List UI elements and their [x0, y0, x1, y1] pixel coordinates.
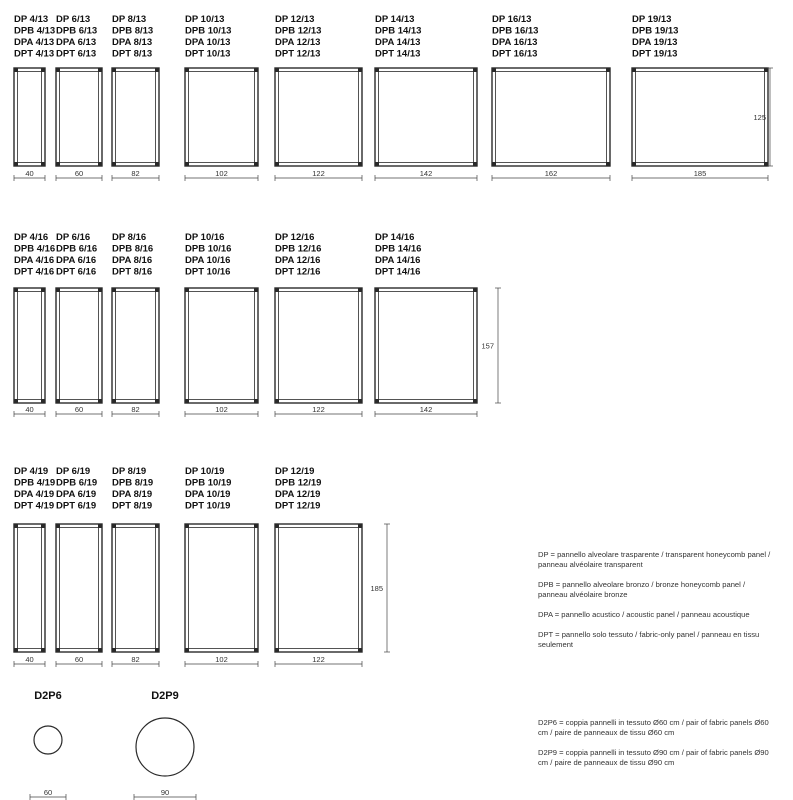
panel-corner-joint	[56, 524, 60, 528]
panel-item	[112, 14, 159, 181]
panel-code-label: DPA 12/19	[275, 489, 321, 500]
panel-corner-joint	[155, 648, 159, 652]
legend-dpt: DPT = pannello solo tessuto / fabric-only panel / panneau en tissu seulement	[538, 630, 760, 649]
panel-corner-joint	[358, 68, 362, 72]
panel-code-label: DP 16/13	[492, 14, 532, 25]
panel-code-label: DPT 4/16	[14, 266, 55, 278]
panel-corner-joint	[41, 648, 45, 652]
panel-frame-inner	[60, 528, 99, 649]
panel-code-label: DPB 12/19	[275, 477, 322, 489]
round-panel-code: D2P9	[151, 690, 179, 702]
panel-frame-inner	[116, 72, 156, 163]
panel-code-label: DP 10/13	[185, 14, 225, 25]
width-dimension-label: 82	[131, 169, 140, 178]
panel-item	[492, 14, 610, 181]
panel-code-label: DPA 12/16	[275, 255, 321, 266]
panel-corner-joint	[275, 162, 279, 166]
panel-frame-inner	[279, 528, 359, 649]
panel-item	[14, 232, 55, 417]
legend-d2p6: D2P6 = coppia pannelli in tessuto Ø60 cm / pair of fabric panels Ø60 cm / paire de panneaux de tissu Ø60 cm	[538, 718, 769, 737]
legend-round-panels	[538, 718, 776, 778]
panel-code-label: DP 6/13	[56, 14, 91, 25]
panel-code-label: DPA 10/13	[185, 37, 231, 48]
panel-item	[14, 466, 55, 667]
panel-frame-inner	[496, 72, 607, 163]
panel-code-label: DPB 14/13	[375, 25, 422, 37]
width-dimension-label: 40	[25, 169, 34, 178]
panel-frame-inner	[279, 72, 359, 163]
panel-corner-joint	[275, 288, 279, 292]
panel-corner-joint	[98, 399, 102, 403]
panel-corner-joint	[155, 399, 159, 403]
panel-corner-joint	[254, 648, 258, 652]
panel-frame-inner	[60, 292, 99, 400]
panel-code-label: DPA 8/13	[112, 37, 153, 48]
panel-frame-outer	[375, 288, 477, 403]
width-dimension-label: 142	[419, 405, 433, 414]
panel-corner-joint	[185, 524, 189, 528]
panel-corner-joint	[275, 68, 279, 72]
width-dimension-label: 60	[74, 655, 84, 664]
panel-corner-joint	[185, 648, 189, 652]
panel-corner-joint	[98, 524, 102, 528]
panel-code-label: DPB 14/16	[375, 243, 422, 255]
panel-code-label: DPT 12/16	[275, 266, 321, 278]
panel-code-label: DPB 12/16	[275, 243, 322, 255]
width-dimension-label: 40	[25, 405, 34, 414]
panel-frame-outer	[275, 524, 362, 652]
panel-frame-outer	[56, 524, 102, 652]
panel-item	[14, 14, 55, 181]
panel-corner-joint	[764, 162, 768, 166]
panel-frame-inner	[379, 292, 474, 400]
width-dimension-label: 60	[74, 405, 84, 414]
round-panel-outline	[34, 726, 62, 754]
panel-frame-inner	[189, 292, 255, 400]
panel-code-label: DPB 6/16	[56, 243, 98, 255]
panel-corner-joint	[14, 68, 18, 72]
panel-frame-inner	[116, 292, 156, 400]
panel-row	[14, 466, 390, 667]
width-dimension-label: 82	[131, 405, 140, 414]
panel-code-label: DP 8/19	[112, 466, 147, 477]
panel-code-label: DPT 4/19	[14, 500, 55, 512]
panel-corner-joint	[56, 68, 60, 72]
panel-corner-joint	[254, 399, 258, 403]
panel-code-label: DP 4/16	[14, 232, 49, 243]
panel-corner-joint	[155, 162, 159, 166]
height-dimension-label: 125	[753, 113, 766, 122]
panel-code-label: DP 19/13	[632, 14, 672, 25]
panel-item	[112, 232, 159, 417]
panel-code-label: DPT 4/13	[14, 48, 55, 60]
panel-code-label: DPT 6/13	[56, 48, 97, 60]
panel-code-label: DPA 14/16	[375, 255, 421, 266]
panel-frame-outer	[275, 68, 362, 166]
panel-corner-joint	[98, 162, 102, 166]
panel-corner-joint	[254, 524, 258, 528]
panel-code-label: DPB 8/13	[112, 25, 154, 37]
panel-corner-joint	[56, 399, 60, 403]
height-dimension-label: 157	[481, 341, 494, 351]
panel-code-label: DP 14/16	[375, 232, 415, 243]
panel-code-label: DPT 10/16	[185, 266, 231, 278]
panel-code-label: DPB 19/13	[632, 25, 679, 37]
panel-code-label: DPA 10/16	[185, 255, 231, 266]
panel-corner-joint	[98, 68, 102, 72]
panel-frame-outer	[185, 68, 258, 166]
panel-code-label: DPT 6/16	[56, 266, 97, 278]
panel-code-label: DP 14/13	[375, 14, 415, 25]
panel-code-label: DPA 14/13	[375, 37, 421, 48]
panel-corner-joint	[41, 288, 45, 292]
panel-code-label: DPA 8/16	[112, 255, 153, 266]
width-dimension-label: 82	[131, 655, 140, 664]
panel-frame-outer	[375, 68, 477, 166]
width-dimension-label: 185	[693, 169, 707, 178]
panel-corner-joint	[358, 524, 362, 528]
panel-code-label: DP 8/13	[112, 14, 147, 25]
panel-frame-outer	[56, 288, 102, 403]
panel-frame-outer	[275, 288, 362, 403]
legend-d2p9: D2P9 = coppia pannelli in tessuto Ø90 cm / pair of fabric panels Ø90 cm / paire de panneaux de tissu Ø90 cm	[538, 748, 769, 767]
panel-corner-joint	[492, 162, 496, 166]
round-panel-outline	[136, 718, 194, 776]
panel-corner-joint	[112, 648, 116, 652]
width-dimension-label: 162	[544, 169, 558, 178]
width-dimension-label: 102	[215, 405, 228, 414]
panel-item	[275, 232, 362, 417]
panel-code-label: DPB 4/16	[14, 243, 56, 255]
panel-corner-joint	[112, 162, 116, 166]
panel-corner-joint	[473, 162, 477, 166]
panel-code-label: DPB 10/13	[185, 25, 232, 37]
panel-corner-joint	[375, 68, 379, 72]
panel-item	[56, 466, 102, 667]
panel-item	[375, 232, 477, 417]
panel-corner-joint	[112, 288, 116, 292]
panel-code-label: DP 8/16	[112, 232, 147, 243]
panel-corner-joint	[185, 162, 189, 166]
panel-code-label: DPT 10/19	[185, 500, 231, 512]
panel-corner-joint	[254, 162, 258, 166]
legend-panels	[538, 550, 776, 660]
panel-item	[632, 14, 768, 181]
panel-code-label: DPB 8/16	[112, 243, 154, 255]
panel-corner-joint	[254, 68, 258, 72]
panel-corner-joint	[98, 648, 102, 652]
legend-dpa: DPA = pannello acustico / acoustic panel / panneau acoustique	[538, 610, 750, 619]
panel-frame-outer	[14, 524, 45, 652]
panel-frame-outer	[492, 68, 610, 166]
panel-corner-joint	[155, 524, 159, 528]
panel-corner-joint	[14, 524, 18, 528]
panel-code-label: DPT 8/13	[112, 48, 153, 60]
width-dimension-label: 142	[419, 169, 433, 178]
panel-item	[185, 232, 258, 417]
panel-code-label: DPT 8/16	[112, 266, 153, 278]
panel-item	[185, 466, 258, 667]
round-panel-code: D2P6	[34, 690, 62, 702]
panel-code-label: DP 6/19	[56, 466, 91, 477]
panel-row	[14, 14, 773, 181]
width-dimension-label: 122	[312, 169, 325, 178]
panel-frame-inner	[279, 292, 359, 400]
panel-frame-outer	[185, 524, 258, 652]
panel-frame-outer	[56, 68, 102, 166]
panel-code-label: DPT 14/16	[375, 266, 421, 278]
panel-code-label: DPB 6/19	[56, 477, 98, 489]
panel-row	[14, 232, 501, 417]
panel-corner-joint	[56, 648, 60, 652]
panel-corner-joint	[41, 162, 45, 166]
panel-frame-outer	[112, 524, 159, 652]
width-dimension-label: 40	[25, 655, 34, 664]
panel-code-label: DPB 8/19	[112, 477, 154, 489]
panel-corner-joint	[358, 162, 362, 166]
panel-frame-inner	[18, 528, 42, 649]
panel-code-label: DPT 8/19	[112, 500, 153, 512]
panel-frame-inner	[189, 72, 255, 163]
panel-corner-joint	[14, 648, 18, 652]
round-panel-item	[30, 690, 66, 800]
panel-code-label: DPA 6/16	[56, 255, 97, 266]
panel-item	[375, 14, 477, 181]
panel-code-label: DPA 16/13	[492, 37, 538, 48]
panel-code-label: DPA 6/13	[56, 37, 97, 48]
panel-corner-joint	[155, 68, 159, 72]
panel-corner-joint	[375, 162, 379, 166]
panel-corner-joint	[112, 68, 116, 72]
height-dimension	[753, 68, 773, 166]
panel-code-label: DP 6/16	[56, 232, 91, 243]
round-panel-item	[134, 690, 196, 800]
panel-code-label: DPT 12/19	[275, 500, 321, 512]
panel-frame-inner	[116, 528, 156, 649]
panel-corner-joint	[14, 288, 18, 292]
panel-corner-joint	[112, 524, 116, 528]
panel-corner-joint	[254, 288, 258, 292]
panel-corner-joint	[473, 399, 477, 403]
panel-code-label: DPB 4/19	[14, 477, 56, 489]
panel-code-label: DPT 12/13	[275, 48, 321, 60]
panel-code-label: DPB 12/13	[275, 25, 322, 37]
panel-corner-joint	[632, 68, 636, 72]
height-dimension-label: 185	[370, 584, 383, 593]
panel-item	[275, 466, 362, 667]
panel-corner-joint	[492, 68, 496, 72]
panel-code-label: DPA 10/19	[185, 489, 231, 500]
panel-code-label: DP 12/13	[275, 14, 315, 25]
panel-corner-joint	[112, 399, 116, 403]
width-dimension-label: 102	[215, 169, 228, 178]
panel-code-label: DPT 19/13	[632, 48, 678, 60]
panel-code-label: DPT 6/19	[56, 500, 97, 512]
width-dimension-label: 90	[160, 788, 170, 797]
panel-frame-outer	[185, 288, 258, 403]
panel-code-label: DPT 14/13	[375, 48, 421, 60]
panel-code-label: DPT 10/13	[185, 48, 231, 60]
panel-corner-joint	[14, 399, 18, 403]
panel-item	[56, 232, 102, 417]
panel-code-label: DPA 6/19	[56, 489, 97, 500]
panel-item	[56, 14, 102, 181]
panel-code-label: DP 12/16	[275, 232, 315, 243]
panel-code-label: DPT 16/13	[492, 48, 538, 60]
legend-dp: DP = pannello alveolare trasparente / transparent honeycomb panel / panneau alvéolaire transparent	[538, 550, 771, 569]
legend-dpb: DPB = pannello alveolare bronzo / bronze honeycomb panel / panneau alvéolaire bronze	[538, 580, 746, 599]
panel-corner-joint	[606, 162, 610, 166]
width-dimension-label: 122	[312, 405, 325, 414]
panel-frame-inner	[60, 72, 99, 163]
panel-code-label: DPB 6/13	[56, 25, 98, 37]
panel-item	[185, 14, 258, 181]
panel-code-label: DPA 4/19	[14, 489, 55, 500]
panel-code-label: DPA 8/19	[112, 489, 153, 500]
panel-corner-joint	[606, 68, 610, 72]
panel-corner-joint	[358, 288, 362, 292]
panel-corner-joint	[275, 524, 279, 528]
panel-corner-joint	[764, 68, 768, 72]
panel-corner-joint	[155, 288, 159, 292]
panel-corner-joint	[98, 288, 102, 292]
panel-frame-outer	[14, 288, 45, 403]
panel-item	[275, 14, 362, 181]
panel-code-label: DPA 19/13	[632, 37, 678, 48]
panel-corner-joint	[358, 399, 362, 403]
width-dimension-label: 60	[43, 788, 53, 797]
panel-code-label: DPA 12/13	[275, 37, 321, 48]
height-dimension	[370, 524, 390, 652]
panel-code-label: DPA 4/13	[14, 37, 55, 48]
panel-frame-outer	[112, 288, 159, 403]
panel-corner-joint	[41, 68, 45, 72]
height-dimension	[481, 288, 501, 403]
panel-corner-joint	[56, 288, 60, 292]
panel-code-label: DP 4/13	[14, 14, 49, 25]
panel-code-label: DPA 4/16	[14, 255, 55, 266]
width-dimension-label: 60	[74, 169, 84, 178]
width-dimension-label: 102	[215, 655, 228, 664]
panel-code-label: DPB 10/16	[185, 243, 232, 255]
panel-corner-joint	[473, 68, 477, 72]
panel-frame-outer	[112, 68, 159, 166]
panel-corner-joint	[473, 288, 477, 292]
panel-corner-joint	[41, 399, 45, 403]
panel-corner-joint	[375, 399, 379, 403]
panel-item	[112, 466, 159, 667]
panel-frame-inner	[636, 72, 765, 163]
panel-code-label: DPB 16/13	[492, 25, 539, 37]
panel-corner-joint	[185, 399, 189, 403]
panel-corner-joint	[56, 162, 60, 166]
panel-code-label: DP 12/19	[275, 466, 315, 477]
panel-frame-outer	[632, 68, 768, 166]
panel-corner-joint	[14, 162, 18, 166]
panel-corner-joint	[375, 288, 379, 292]
width-dimension-label: 122	[312, 655, 325, 664]
panel-corner-joint	[41, 524, 45, 528]
panel-code-label: DPB 10/19	[185, 477, 232, 489]
panel-code-label: DPB 4/13	[14, 25, 56, 37]
panel-frame-inner	[18, 292, 42, 400]
panel-corner-joint	[275, 648, 279, 652]
panel-corner-joint	[275, 399, 279, 403]
panel-corner-joint	[185, 288, 189, 292]
panel-frame-inner	[189, 528, 255, 649]
panel-corner-joint	[185, 68, 189, 72]
panel-code-label: DP 4/19	[14, 466, 49, 477]
panel-code-label: DP 10/16	[185, 232, 225, 243]
panel-code-label: DP 10/19	[185, 466, 225, 477]
panel-corner-joint	[632, 162, 636, 166]
panel-frame-inner	[379, 72, 474, 163]
round-panels	[30, 690, 196, 800]
panel-frame-inner	[18, 72, 42, 163]
panel-corner-joint	[358, 648, 362, 652]
panel-frame-outer	[14, 68, 45, 166]
